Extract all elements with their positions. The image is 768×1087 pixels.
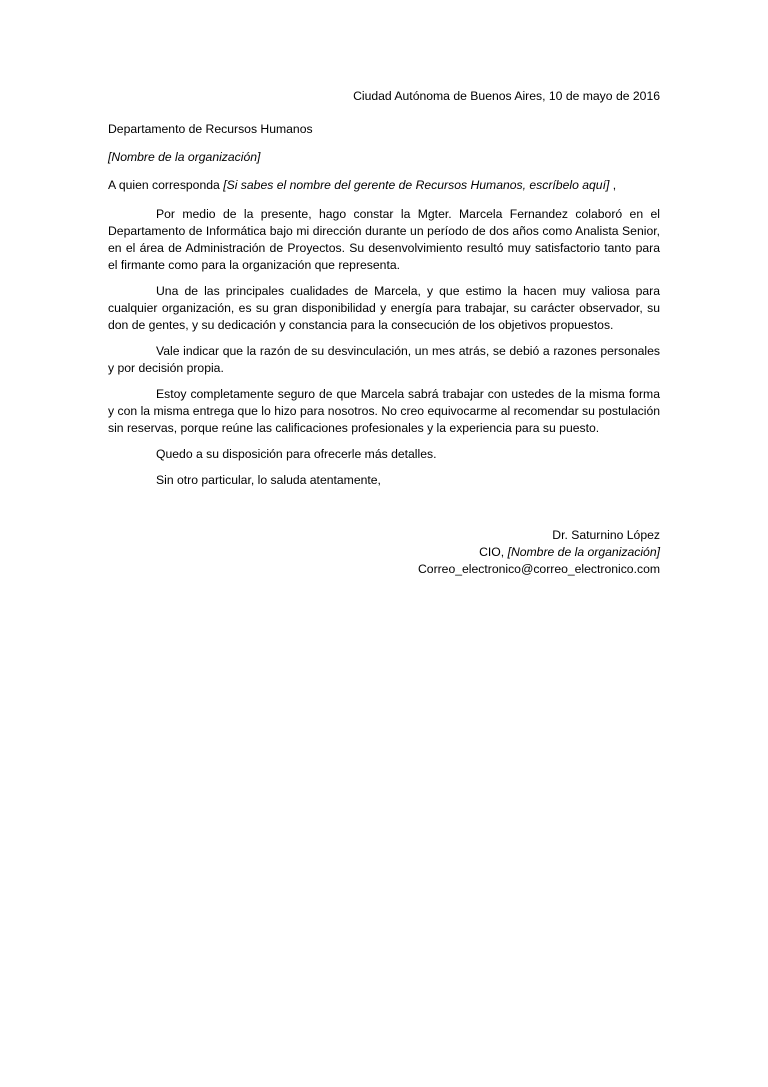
letter-content: [108, 88, 660, 578]
body-paragraph-4: Estoy completamente seguro de que Marcela sabrá trabajar con ustedes de la misma forma y con la misma entrega que lo hizo para nosotros. No creo equivocarme al recomendar su postulación sin reservas, porque reúne las calificaciones profesionales y la experiencia para su puesto.: [108, 387, 660, 435]
signature-title-prefix: CIO,: [479, 545, 508, 559]
date-line: Ciudad Autónoma de Buenos Aires, 10 de mayo de 2016: [353, 89, 660, 103]
recipient-department: Departamento de Recursos Humanos: [108, 122, 313, 136]
signature-block: [108, 527, 660, 578]
signature-title: [108, 544, 660, 561]
closing-line-2: Sin otro particular, lo saluda atentamente,: [156, 473, 381, 487]
signature-email: Correo_electronico@correo_electronico.com: [417, 562, 660, 576]
closing-line-1: Quedo a su disposición para ofrecerle más detalles.: [156, 447, 437, 461]
signature-name: Dr. Saturnino López: [552, 528, 660, 542]
salutation-line: [108, 177, 660, 194]
body-paragraph-2: Una de las principales cualidades de Marcela, y que estimo la hacen muy valiosa para cualquier organización, es su gran disponibilidad y energía para trabajar, su carácter observador, su don de gentes, y su dedicación y constancia para la consecución de los objetivos propuestos.: [108, 284, 660, 332]
body-paragraph-1: Por medio de la presente, hago constar la Mgter. Marcela Fernandez colaboró en el Departamento de Informática bajo mi dirección durante un período de dos años como Analista Senior, en el área de Administración de Proyectos. Su desenvolvimiento resultó muy satisfactorio tanto para el firmante como para la organización que representa.: [108, 207, 660, 272]
recipient-organization: [Nombre de la organización]: [108, 150, 261, 164]
signature-title-organization: [Nombre de la organización]: [507, 545, 660, 559]
salutation-placeholder: [Si sabes el nombre del gerente de Recursos Humanos, escríbelo aquí]: [223, 178, 610, 192]
body-paragraph-3: Vale indicar que la razón de su desvinculación, un mes atrás, se debió a razones personales y por decisión propia.: [108, 344, 660, 375]
salutation-suffix: ,: [609, 178, 617, 192]
salutation-prefix: A quien corresponda: [108, 178, 224, 192]
